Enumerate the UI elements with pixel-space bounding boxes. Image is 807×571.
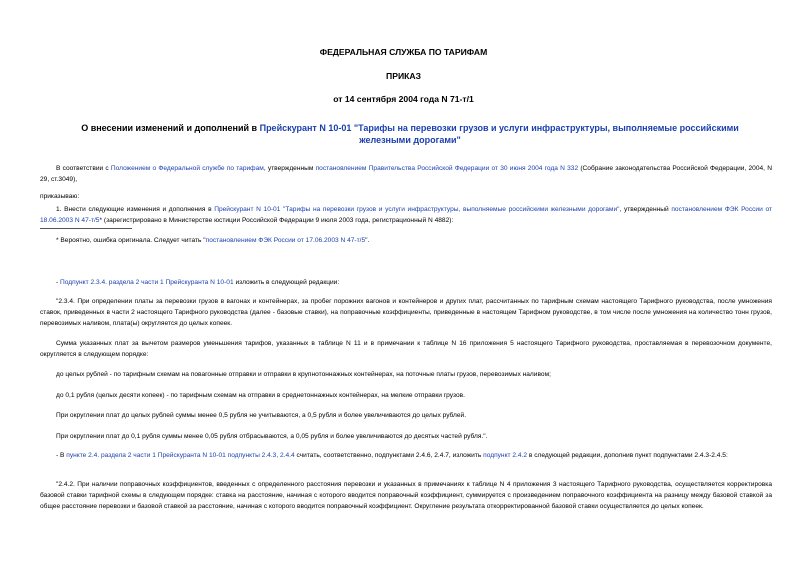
text: * (зарегистрировано в Министерстве юстиции Российской Федерации 9 июля 2003 года, регистрационный N 4882): <box>99 217 454 224</box>
link-clause-2-4[interactable]: пункте 2.4. раздела 2 части 1 Прейскуранта N 10-01 подпункты 2.4.3, 2.4.4 <box>66 452 295 459</box>
link-government-decree[interactable]: постановлением Правительства Российской Федерации от 30 июня 2004 года N 332 <box>315 165 579 172</box>
subject-prefix: О внесении изменений и дополнений в <box>81 123 260 133</box>
link-regulation[interactable]: Положением о Федеральной службе по тарифам <box>110 165 264 172</box>
link-subclause-2-3-4[interactable]: Подпункт 2.3.4. раздела 2 части 1 Прейскуранта N 10-01 <box>60 279 234 286</box>
link-price-list[interactable]: Прейскурант N 10-01 "Тарифы на перевозки грузов и услуги инфраструктуры, выполняемые российскими железными дорогами" <box>214 206 620 213</box>
agency-title: ФЕДЕРАЛЬНАЯ СЛУЖБА ПО ТАРИФАМ <box>319 47 488 57</box>
text: - <box>56 279 61 286</box>
paragraph-rounding-rule-2: При округлении плат до 0,1 рубля суммы менее 0,05 рубля отбрасываются, а 0,05 рубля и более увеличиваются до десятых частей рубля.". <box>56 433 488 440</box>
paragraph-2-3-4-text: "2.3.4. При определении платы за перевозки грузов в вагонах и контейнерах, за пробег порожних вагонов и контейнеров и других плат, рассчитанных по тарифным схемам настоящего Тарифного руководства, после умножения ставок, приведенных в части 2 настоящего Тарифного руководства (далее - базовые ставки), на поправочные коэффициенты, приведенные в настоящем Тарифном руководстве, в том числе после умножения на количество тонн грузов, перевозимых наливом, плата(ы) округляется до целых копеек. <box>40 298 772 327</box>
paragraph-rounding-rule-1: При округлении плат до целых рублей суммы менее 0,5 рубля не учитываются, а 0,5 рубля и более увеличиваются до целых рублей. <box>56 412 467 419</box>
paragraph-change-2-4 <box>40 450 772 461</box>
text: В соответствии с <box>56 165 111 172</box>
paragraph-2-4-2-text: "2.4.2. При наличии поправочных коэффициентов, введенных с определенного расстояния перевозки и указанных в примечаниях к таблице N 4 приложения 3 настоящего Тарифного руководства, осуществляется корректировка базовой ставки тарифной схемы в следующем порядке: ставка на расстояние, начиная с которого вводится поправочный коэффициент, суммируется с произведением поправочного коэффициента на разницу между базовой ставкой за общее расстояние перевозки и базовой ставкой за расстояние, начиная с которого вводится поправочный коэффициент. Округление результата откорректированной базовой ставки осуществляется до целых копеек. <box>40 481 772 510</box>
subject-link[interactable]: Прейскурант N 10-01 "Тарифы на перевозки грузов и услуги инфраструктуры, выполняемые российскими железными дорогами" <box>259 123 739 145</box>
paragraph-rounding-kopecks: до 0,1 рубля (целых десяти копеек) - по тарифным схемам на отправки в среднетоннажных контейнерах, на мелкие отправки грузов. <box>56 392 465 399</box>
paragraph-rounding-order: Сумма указанных плат за вычетом размеров уменьшения тарифов, указанных в таблице N 11 и в примечании к таблице N 16 приложения 5 настоящего Тарифного руководства, проставляемая в перевозочном документе, округляется в следующем порядке: <box>40 340 772 358</box>
text: в следующей редакции, дополнив пункт подпунктами 2.4.3-2.4.5: <box>527 452 728 459</box>
paragraph-item-1 <box>40 204 772 226</box>
text: - В <box>56 452 67 459</box>
footnote <box>40 235 772 246</box>
link-fek-decree[interactable]: постановлением ФЭК России от 18.06.2003 N 47-т/5 <box>40 206 772 224</box>
footnote-divider <box>40 228 132 229</box>
paragraph-change-2-3-4 <box>40 277 772 288</box>
text: , утвержденный <box>619 206 672 213</box>
text: 1. Внести следующие изменения и дополнения в <box>56 206 215 213</box>
paragraph-rounding-rubles: до целых рублей - по тарифным схемам на повагонные отправки и отправки в крупнотоннажных контейнерах, на поточные платы грузов, перевозимых наливом; <box>56 371 551 378</box>
text: ". <box>365 237 370 244</box>
paragraph-order: приказываю: <box>40 193 80 200</box>
text: изложить в следующей редакции: <box>233 279 340 286</box>
doc-type: ПРИКАЗ <box>386 71 421 81</box>
link-subclause-2-4-2[interactable]: подпункт 2.4.2 <box>483 452 528 459</box>
text: (Собрание законодательства Российской Федерации, 2004, N 29, ст.3049), <box>40 165 772 183</box>
text: считать, соответственно, подпунктами 2.4.6, 2.4.7, изложить <box>294 452 484 459</box>
link-footnote-decree[interactable]: постановлением ФЭК России от 17.06.2003 N 47-т/5 <box>205 237 366 244</box>
paragraph-basis <box>40 163 772 185</box>
doc-subject <box>60 122 760 146</box>
text: * Вероятно, ошибка оригинала. Следует читать " <box>56 237 206 244</box>
text: , утвержденным <box>263 165 316 172</box>
doc-date: от 14 сентября 2004 года N 71-т/1 <box>333 94 474 104</box>
